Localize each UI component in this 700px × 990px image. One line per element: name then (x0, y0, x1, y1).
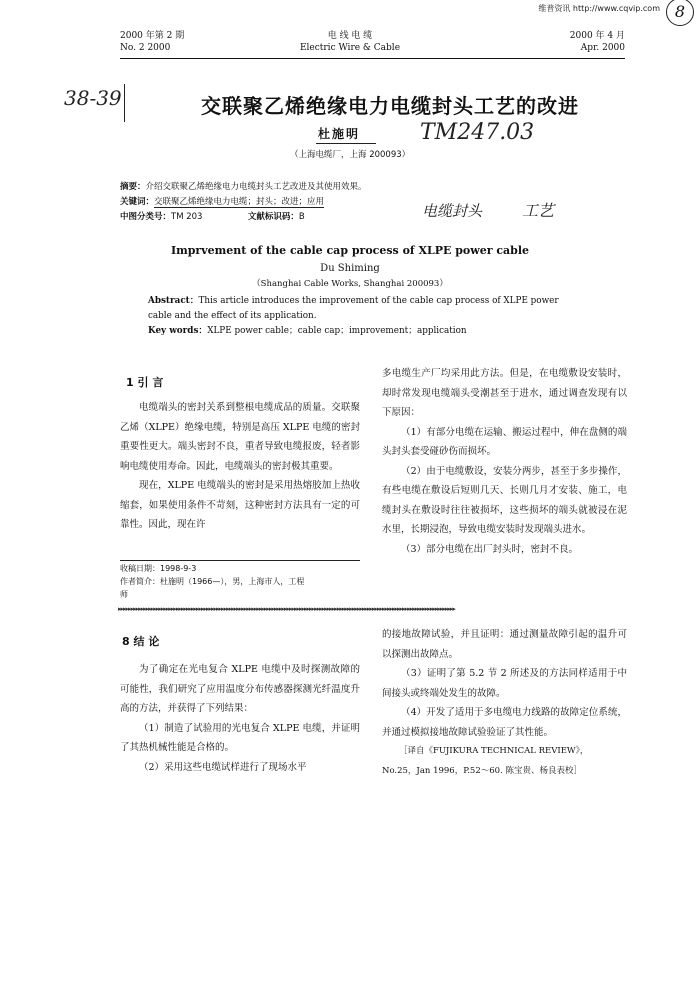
doc-code-label: 文献标识码： (247, 212, 299, 222)
doc-code-value: B (298, 212, 305, 222)
result-item: （1）制造了试验用的光电复合 XLPE 电缆，并证明了其热机械性能是合格的。 (120, 722, 360, 753)
english-title: Imprvement of the cable cap process of XLPE power cable (170, 244, 530, 257)
english-abstract-l2: cable and the effect of its application. (148, 311, 317, 321)
footnote-rule (120, 560, 360, 561)
english-affiliation: （Shanghai Cable Works, Shanghai 200093） (252, 279, 448, 289)
result-item: （3）证明了第 5.2 节 2 所述及的方法同样适用于中间接头或终端处发生的故障。 (382, 668, 627, 699)
handwritten-page-mark: 8 (666, 0, 694, 26)
author-bio: 作者简介：杜施明（1966—），男，上海市人，工程 (120, 577, 305, 586)
result-item: （4）开发了适用于多电缆电力线路的故障定位系统，并通过模拟接地故障试验验证了其性能。 (382, 707, 627, 738)
abstract-text: 介绍交联聚乙烯绝缘电力电缆封头工艺改进及其使用效果。 (145, 182, 367, 192)
header-rule (120, 58, 625, 59)
english-abstract-l1: This article introduces the improvement of the cable cap process of XLPE power (198, 296, 559, 306)
header-center (250, 30, 450, 54)
section8-left-column (120, 660, 360, 777)
result-item: （2）采用这些电缆试样进行了现场水平 (139, 761, 307, 773)
english-keywords: XLPE power cable；cable cap；improvement；application (207, 326, 467, 336)
section1-paragraph-1: 电缆端头的密封关系到整根电缆成品的质量。交联聚乙烯（XLPE）绝缘电缆，特别是高压 XLPE 电缆的密封重要性更大。端头密封不良，重者导致电缆报废，轻者影响电缆使用寿命。因此，电缆端头的密封极其重要。 (120, 402, 360, 472)
header-journal: 电 线 电 缆 (327, 31, 373, 41)
header-left (120, 30, 184, 54)
section8-right-cont: 的接地故障试验，并且证明：通过测量故障引起的温升可以探测出故障点。 (382, 629, 627, 660)
received-date: 收稿日期：1998-9-3 (120, 564, 197, 573)
clc-value: TM 203 (171, 212, 203, 222)
abstract-label: 摘要： (120, 182, 146, 192)
handwritten-pages: 38-39 (64, 86, 122, 110)
cause-item: （1）有部分电缆在运输、搬运过程中，伸在盘侧的端头封头套受碰砂伤而损坏。 (382, 426, 627, 457)
section1-right-column (382, 364, 627, 559)
header-right (570, 30, 625, 54)
cause-item: （3）部分电缆在出厂封头时，密封不良。 (401, 543, 579, 555)
header-date: 2000 年 4 月 (569, 31, 625, 41)
cause-item: （2）由于电缆敷设，安装分两步，甚至于多步操作，有些电缆在敷设后短则几天、长则几月才安装、施工，电缆封头在敷设时往往被损坏，这些损坏的端头就被浸在泥水里，长期浸泡，导致电缆安装时发现端头进水。 (382, 465, 627, 535)
english-keywords-label: Key words： (148, 326, 208, 336)
translation-source: ［译自《FUJIKURA TECHNICAL REVIEW》， (399, 746, 589, 756)
handwritten-class-code: TM247.03 (420, 120, 535, 145)
paper-title: 交联聚乙烯绝缘电力电缆封头工艺的改进 (201, 94, 579, 118)
section1-right-paragraph: 多电缆生产厂均采用此方法。但是，在电缆敷设安装时，却时常发现电缆端头受潮甚至于进水，通过调查发现有以下原因： (382, 368, 627, 418)
section1-paragraph-2: 现在，XLPE 电缆端头的密封是采用热熔胶加上热收缩套，如果使用条件不苛刻，这种密封方法具有一定的可靠性。因此，现在许 (120, 480, 360, 530)
section8-paragraph: 为了确定在光电复合 XLPE 电缆中及时探测故障的可能性，我们研究了应用温度分布传感器探测光纤温度升高的方法，并获得了下列结果： (120, 664, 360, 714)
header-issue: 2000 年第 2 期 (120, 31, 185, 41)
keywords-label: 关键词： (120, 197, 155, 207)
article-divider: ▸▸▸▸▸▸▸▸▸▸▸▸▸▸▸▸▸▸▸▸▸▸▸▸▸▸▸▸▸▸▸▸▸▸▸▸▸▸▸▸▸▸▸▸▸▸▸▸▸▸▸▸▸▸▸▸▸▸▸▸▸▸▸▸▸▸▸▸▸▸▸▸▸▸▸▸▸▸▸▸▸▸▸▸▸▸▸▸▸▸▸▸▸▸▸▸▸▸▸▸▸▸▸▸▸▸▸▸▸▸▸▸▸▸▸▸▸▸▸▸▸▸▸▸▸▸▸▸▸▸▸▸▸▸ (118, 605, 455, 613)
english-author: Du Shiming (320, 263, 380, 274)
author-underline (316, 143, 376, 144)
section1-heading: 1 引 言 (126, 376, 164, 389)
header-date-en: Apr. 2000 (580, 43, 625, 53)
watermark-text: 维普资讯 http://www.cqvip.com (538, 4, 660, 13)
english-abstract-label: Abstract： (148, 296, 199, 306)
section8-heading: 8 结 论 (122, 635, 160, 648)
english-abstract (148, 294, 608, 339)
keywords-text: 交联聚乙烯绝缘电力电缆；封头；改进；应用 (154, 197, 325, 207)
section8-right-column (382, 625, 627, 781)
author: 杜施明 (318, 127, 361, 141)
section1-left-column (120, 398, 360, 535)
translation-source-cont: No.25，Jan 1996，P.52～60. 陈宝贵、杨良表校］ (382, 765, 582, 776)
clc-label: 中图分类号： (120, 212, 172, 222)
header-issue-en: No. 2 2000 (120, 43, 171, 53)
handwritten-keywords-note: 电缆封头 (422, 202, 483, 220)
footnote (120, 562, 360, 601)
author-bio-cont: 师 (120, 590, 128, 599)
handwritten-craft-note: 工艺 (522, 201, 555, 220)
affiliation: （上海电缆厂，上海 200093） (290, 150, 411, 160)
header-journal-en: Electric Wire & Cable (299, 43, 401, 53)
